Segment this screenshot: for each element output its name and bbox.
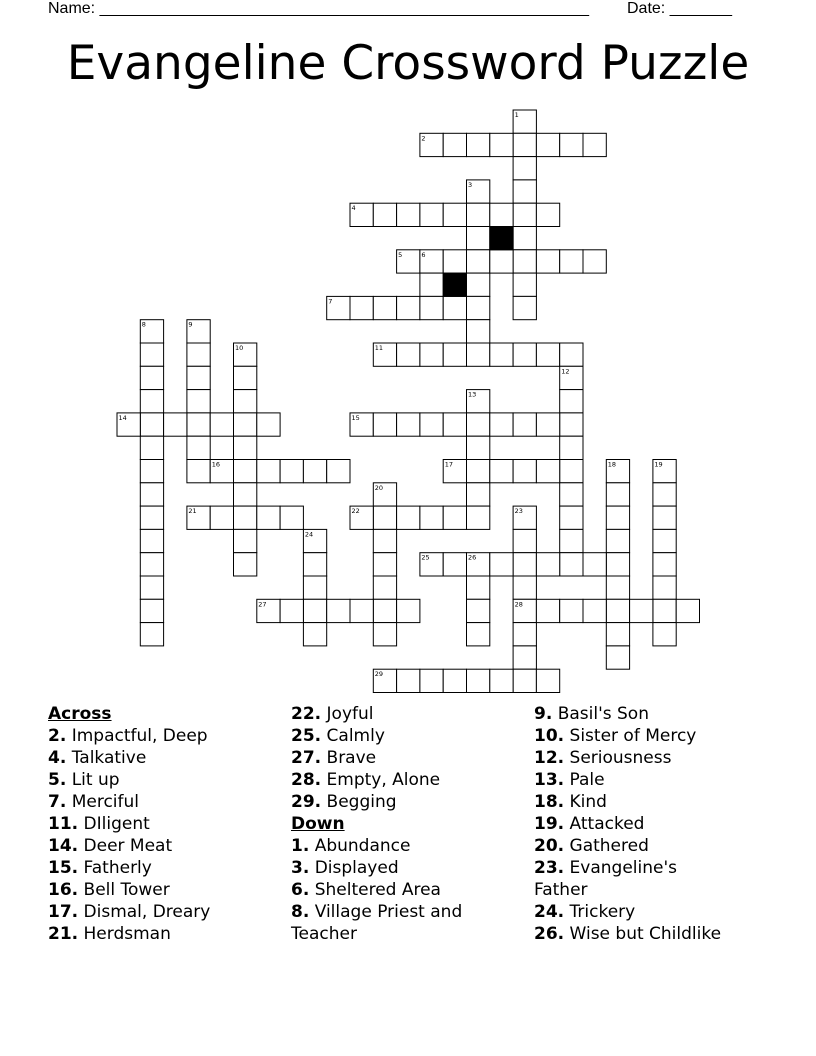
grid-cell[interactable]: [560, 553, 583, 576]
grid-cell[interactable]: [140, 413, 163, 436]
grid-cell[interactable]: [140, 623, 163, 646]
cell-number: 17: [444, 460, 453, 469]
clue-text: Herdsman: [78, 924, 171, 944]
grid-cell[interactable]: [303, 623, 326, 646]
cell-number: 12: [561, 367, 570, 376]
grid-cell[interactable]: [653, 529, 676, 552]
grid-cell[interactable]: [467, 669, 490, 692]
grid-cell[interactable]: [513, 460, 536, 483]
grid-cell[interactable]: [560, 599, 583, 622]
grid-cell[interactable]: [234, 390, 257, 413]
grid-cell[interactable]: [536, 669, 559, 692]
grid-cell[interactable]: [490, 669, 513, 692]
clue-item: [291, 703, 491, 725]
grid-cell[interactable]: [467, 343, 490, 366]
clue-text: Sheltered Area: [309, 880, 441, 900]
down-clue-list: [291, 835, 491, 945]
clue-text: Dismal, Dreary: [78, 902, 211, 922]
grid-cell[interactable]: [303, 599, 326, 622]
clues-column-3: [534, 703, 734, 945]
clue-item: [291, 747, 491, 769]
down-clue-list-continued: [534, 703, 734, 945]
clue-item: [48, 879, 248, 901]
clue-number: 8.: [291, 902, 310, 922]
grid-cell[interactable]: [536, 133, 559, 156]
grid-cell[interactable]: [606, 529, 629, 552]
cell-number: 29: [374, 670, 384, 679]
grid-cell[interactable]: [397, 296, 420, 319]
grid-cell[interactable]: [373, 529, 396, 552]
clue-text: Pale: [564, 770, 605, 790]
cell-number: 15: [351, 413, 360, 422]
grid-cell[interactable]: [513, 203, 536, 226]
clue-item: [534, 791, 734, 813]
cell-number: 3: [468, 180, 473, 189]
cell-number: 16: [211, 460, 220, 469]
grid-cell[interactable]: [443, 296, 466, 319]
grid-cell[interactable]: [187, 390, 210, 413]
grid-cell[interactable]: [583, 553, 606, 576]
grid-cell[interactable]: [257, 460, 280, 483]
grid-cell[interactable]: [164, 413, 187, 436]
grid-cell[interactable]: [443, 506, 466, 529]
clue-text: Joyful: [321, 704, 374, 724]
grid-cell[interactable]: [187, 343, 210, 366]
clue-number: 9.: [534, 704, 553, 724]
grid-cell[interactable]: [280, 506, 303, 529]
grid-cell[interactable]: [420, 669, 443, 692]
grid-cell[interactable]: [467, 273, 490, 296]
clue-number: 18.: [534, 792, 565, 812]
clue-item: [534, 769, 734, 791]
cell-number: 22: [351, 507, 360, 516]
cell-number: 5: [398, 250, 403, 259]
clue-item: [48, 725, 248, 747]
cell-number: 4: [351, 204, 356, 213]
clue-number: 6.: [291, 880, 310, 900]
grid-cell[interactable]: [420, 343, 443, 366]
grid-cell[interactable]: [420, 296, 443, 319]
clue-number: 26.: [534, 924, 565, 944]
clue-number: 4.: [48, 748, 67, 768]
clue-text: Displayed: [309, 858, 399, 878]
clue-text: Begging: [321, 792, 397, 812]
clue-number: 19.: [534, 814, 565, 834]
grid-cell[interactable]: [280, 599, 303, 622]
grid-cell[interactable]: [140, 529, 163, 552]
grid-cell[interactable]: [443, 133, 466, 156]
clue-number: 28.: [291, 770, 322, 790]
clue-number: 29.: [291, 792, 322, 812]
grid-cell[interactable]: [443, 413, 466, 436]
black-cell: [490, 227, 513, 250]
cell-number: 2: [421, 134, 426, 143]
grid-cell[interactable]: [583, 599, 606, 622]
clue-text: Attacked: [564, 814, 645, 834]
grid-cell[interactable]: [467, 413, 490, 436]
grid-cell[interactable]: [443, 203, 466, 226]
clue-item: [48, 813, 248, 835]
clues-column-1: [48, 703, 248, 945]
grid-cell[interactable]: [583, 133, 606, 156]
grid-cell[interactable]: [234, 436, 257, 459]
grid-cell[interactable]: [257, 413, 280, 436]
grid-cell[interactable]: [583, 250, 606, 273]
clue-text: Fatherly: [78, 858, 152, 878]
grid-cell[interactable]: [560, 133, 583, 156]
grid-cell[interactable]: [443, 553, 466, 576]
cell-number: 13: [468, 390, 477, 399]
grid-cell[interactable]: [397, 669, 420, 692]
cell-number: 8: [141, 320, 146, 329]
clue-text: Calmly: [321, 726, 385, 746]
cell-number: 14: [118, 413, 127, 422]
grid-cell[interactable]: [653, 576, 676, 599]
clue-number: 2.: [48, 726, 67, 746]
grid-cell[interactable]: [467, 436, 490, 459]
clue-item: [291, 835, 491, 857]
clue-number: 3.: [291, 858, 310, 878]
grid-cell[interactable]: [140, 483, 163, 506]
clue-item: [48, 747, 248, 769]
grid-cell[interactable]: [560, 250, 583, 273]
grid-cell[interactable]: [513, 157, 536, 180]
grid-cell[interactable]: [303, 576, 326, 599]
grid-cell[interactable]: [467, 506, 490, 529]
cell-number: 18: [607, 460, 617, 469]
grid-cell[interactable]: [560, 436, 583, 459]
clue-item: [291, 769, 491, 791]
grid-cell[interactable]: [536, 460, 559, 483]
grid-cell[interactable]: [350, 599, 373, 622]
clue-number: 25.: [291, 726, 322, 746]
grid-cell[interactable]: [676, 599, 699, 622]
grid-cell[interactable]: [560, 483, 583, 506]
grid-cell[interactable]: [140, 366, 163, 389]
grid-cell[interactable]: [397, 506, 420, 529]
grid-cell[interactable]: [187, 460, 210, 483]
grid-cell[interactable]: [467, 296, 490, 319]
grid-cell[interactable]: [234, 506, 257, 529]
clue-text: Deer Meat: [78, 836, 173, 856]
grid-cell[interactable]: [140, 343, 163, 366]
grid-cell[interactable]: [234, 413, 257, 436]
grid-cell[interactable]: [140, 599, 163, 622]
grid-cell[interactable]: [490, 133, 513, 156]
page-title: Evangeline Crossword Puzzle: [66, 36, 750, 91]
cell-number: 6: [421, 250, 426, 259]
clue-number: 15.: [48, 858, 79, 878]
grid-cell[interactable]: [467, 250, 490, 273]
grid-cell[interactable]: [467, 623, 490, 646]
clue-text: DIligent: [78, 814, 150, 834]
clue-number: 1.: [291, 836, 310, 856]
grid-cell[interactable]: [210, 413, 233, 436]
grid-cell[interactable]: [373, 623, 396, 646]
grid-cell[interactable]: [467, 227, 490, 250]
grid-cell[interactable]: [560, 506, 583, 529]
name-field-line: Name: _______________________________________________________: [48, 0, 589, 17]
grid-cell[interactable]: [606, 623, 629, 646]
grid-cell[interactable]: [420, 203, 443, 226]
clue-item: [534, 725, 734, 747]
cell-number: 24: [304, 530, 314, 539]
grid-cell[interactable]: [606, 646, 629, 669]
clue-number: 20.: [534, 836, 565, 856]
grid-cell[interactable]: [397, 413, 420, 436]
grid-cell[interactable]: [420, 413, 443, 436]
grid-cell[interactable]: [513, 646, 536, 669]
clue-item: [534, 901, 734, 923]
grid-cell[interactable]: [140, 553, 163, 576]
clue-text: Empty, Alone: [321, 770, 441, 790]
grid-cell[interactable]: [467, 320, 490, 343]
grid-cell[interactable]: [234, 529, 257, 552]
grid-cell[interactable]: [560, 390, 583, 413]
clue-number: 24.: [534, 902, 565, 922]
grid-cell[interactable]: [210, 506, 233, 529]
clue-item: [291, 725, 491, 747]
grid-cell[interactable]: [513, 296, 536, 319]
grid-cell[interactable]: [536, 343, 559, 366]
clue-number: 27.: [291, 748, 322, 768]
grid-cell[interactable]: [373, 296, 396, 319]
cell-number: 11: [374, 344, 384, 352]
clue-text: Trickery: [564, 902, 636, 922]
grid-cell[interactable]: [140, 390, 163, 413]
grid-cell[interactable]: [653, 623, 676, 646]
clue-item: [291, 879, 491, 901]
grid-cell[interactable]: [606, 576, 629, 599]
grid-cell[interactable]: [653, 553, 676, 576]
grid-cell[interactable]: [490, 203, 513, 226]
clue-item: [291, 791, 491, 813]
cell-number: 27: [258, 600, 267, 609]
cell-number: 23: [514, 507, 523, 516]
across-clue-list: [48, 725, 248, 945]
clue-text: Talkative: [66, 748, 147, 768]
grid-cell[interactable]: [443, 250, 466, 273]
grid-cell[interactable]: [467, 203, 490, 226]
cell-number: 20: [374, 483, 384, 492]
clue-text: Gathered: [564, 836, 649, 856]
clue-text: Village Priest and Teacher: [291, 902, 463, 944]
grid-cell[interactable]: [234, 366, 257, 389]
black-cell: [443, 273, 466, 296]
clues-column-2: [291, 703, 491, 945]
clue-number: 21.: [48, 924, 79, 944]
grid-cell[interactable]: [420, 273, 443, 296]
grid-cell[interactable]: [513, 227, 536, 250]
grid-cell[interactable]: [373, 506, 396, 529]
grid-cell[interactable]: [490, 460, 513, 483]
grid-cell[interactable]: [653, 506, 676, 529]
grid-cell[interactable]: [140, 576, 163, 599]
clue-text: Kind: [564, 792, 607, 812]
grid-cell[interactable]: [234, 483, 257, 506]
clue-number: 16.: [48, 880, 79, 900]
clue-number: 12.: [534, 748, 565, 768]
grid-cell[interactable]: [140, 460, 163, 483]
grid-cell[interactable]: [513, 180, 536, 203]
grid-cell[interactable]: [373, 203, 396, 226]
grid-cell[interactable]: [397, 203, 420, 226]
clue-text: Seriousness: [564, 748, 672, 768]
clue-text: Lit up: [66, 770, 120, 790]
grid-cell[interactable]: [513, 669, 536, 692]
clue-item: [48, 857, 248, 879]
clue-item: [48, 835, 248, 857]
grid-cell[interactable]: [187, 366, 210, 389]
grid-cell[interactable]: [513, 553, 536, 576]
clue-number: 7.: [48, 792, 67, 812]
clue-item: [291, 857, 491, 879]
grid-cell[interactable]: [443, 669, 466, 692]
grid-cell[interactable]: [536, 203, 559, 226]
grid-cell[interactable]: [187, 436, 210, 459]
grid-cell[interactable]: [490, 413, 513, 436]
grid-cell[interactable]: [234, 553, 257, 576]
clue-number: 11.: [48, 814, 79, 834]
grid-cell[interactable]: [513, 529, 536, 552]
grid-cell[interactable]: [443, 343, 466, 366]
grid-cell[interactable]: [467, 483, 490, 506]
grid-cell[interactable]: [327, 599, 350, 622]
clue-item: [534, 703, 734, 725]
grid-cell[interactable]: [560, 413, 583, 436]
grid-cell[interactable]: [606, 483, 629, 506]
clue-number: 23.: [534, 858, 565, 878]
clue-text: Abundance: [309, 836, 411, 856]
grid-cell[interactable]: [187, 413, 210, 436]
grid-cell[interactable]: [536, 250, 559, 273]
grid-cell[interactable]: [513, 623, 536, 646]
grid-cell[interactable]: [467, 133, 490, 156]
grid-cell[interactable]: [467, 576, 490, 599]
grid-cell[interactable]: [373, 599, 396, 622]
clue-text: Brave: [321, 748, 377, 768]
grid-cell[interactable]: [420, 506, 443, 529]
grid-cell[interactable]: [513, 576, 536, 599]
cell-number: 10: [235, 344, 244, 352]
clue-number: 13.: [534, 770, 565, 790]
clue-item: [534, 835, 734, 857]
grid-cell[interactable]: [653, 483, 676, 506]
clue-text: Impactful, Deep: [66, 726, 208, 746]
grid-cell[interactable]: [490, 250, 513, 273]
grid-cell[interactable]: [536, 553, 559, 576]
clue-number: 17.: [48, 902, 79, 922]
clue-item: [534, 747, 734, 769]
cell-number: 9: [188, 320, 193, 329]
cell-number: 21: [188, 507, 197, 516]
grid-cell[interactable]: [513, 413, 536, 436]
grid-cell[interactable]: [350, 296, 373, 319]
cell-number: 19: [654, 460, 663, 469]
cell-number: 26: [468, 553, 477, 562]
grid-cell[interactable]: [490, 343, 513, 366]
clue-number: 5.: [48, 770, 67, 790]
grid-cell[interactable]: [140, 506, 163, 529]
grid-cell[interactable]: [467, 599, 490, 622]
grid-cell[interactable]: [467, 460, 490, 483]
cell-number: 1: [514, 111, 519, 119]
grid-cell[interactable]: [397, 343, 420, 366]
across-clue-list-continued: [291, 703, 491, 813]
clue-text: Basil's Son: [552, 704, 649, 724]
grid-cell[interactable]: [536, 413, 559, 436]
clue-text: Bell Tower: [78, 880, 170, 900]
across-heading: Across: [48, 704, 112, 724]
clue-item: [534, 923, 734, 945]
grid-cell[interactable]: [560, 460, 583, 483]
grid-cell[interactable]: [234, 460, 257, 483]
grid-cell[interactable]: [373, 413, 396, 436]
grid-cell[interactable]: [513, 343, 536, 366]
grid-cell[interactable]: [490, 553, 513, 576]
grid-cell[interactable]: [303, 553, 326, 576]
clue-item: [48, 769, 248, 791]
grid-cell[interactable]: [560, 529, 583, 552]
grid-cell[interactable]: [606, 553, 629, 576]
grid-cell[interactable]: [303, 460, 326, 483]
grid-cell[interactable]: [140, 436, 163, 459]
cell-number: 7: [328, 297, 333, 306]
clue-item: [48, 791, 248, 813]
clue-item: [291, 901, 491, 945]
cell-number: 25: [421, 553, 430, 562]
clue-item: [534, 813, 734, 835]
cell-number: 28: [514, 600, 523, 609]
grid-cell[interactable]: [280, 460, 303, 483]
grid-cell[interactable]: [606, 599, 629, 622]
grid-cell[interactable]: [606, 506, 629, 529]
date-field-line: Date: _______: [627, 0, 732, 17]
grid-cell[interactable]: [513, 250, 536, 273]
grid-cell[interactable]: [397, 599, 420, 622]
clue-item: [48, 901, 248, 923]
grid-cell[interactable]: [513, 273, 536, 296]
down-heading: Down: [291, 814, 345, 834]
clue-number: 10.: [534, 726, 565, 746]
grid-cell[interactable]: [630, 599, 653, 622]
grid-cell[interactable]: [513, 133, 536, 156]
grid-cell[interactable]: [257, 506, 280, 529]
clue-text: Merciful: [66, 792, 139, 812]
clue-item: [48, 923, 248, 945]
grid-cell[interactable]: [653, 599, 676, 622]
clue-text: Wise but Childlike: [564, 924, 722, 944]
grid-cell[interactable]: [327, 460, 350, 483]
clue-number: 14.: [48, 836, 79, 856]
grid-cell[interactable]: [536, 599, 559, 622]
grid-cell[interactable]: [373, 576, 396, 599]
clue-item: [534, 857, 734, 901]
clue-number: 22.: [291, 704, 322, 724]
grid-cell[interactable]: [560, 343, 583, 366]
grid-cell[interactable]: [373, 553, 396, 576]
clue-text: Evangeline's Father: [534, 858, 677, 900]
clue-text: Sister of Mercy: [564, 726, 697, 746]
